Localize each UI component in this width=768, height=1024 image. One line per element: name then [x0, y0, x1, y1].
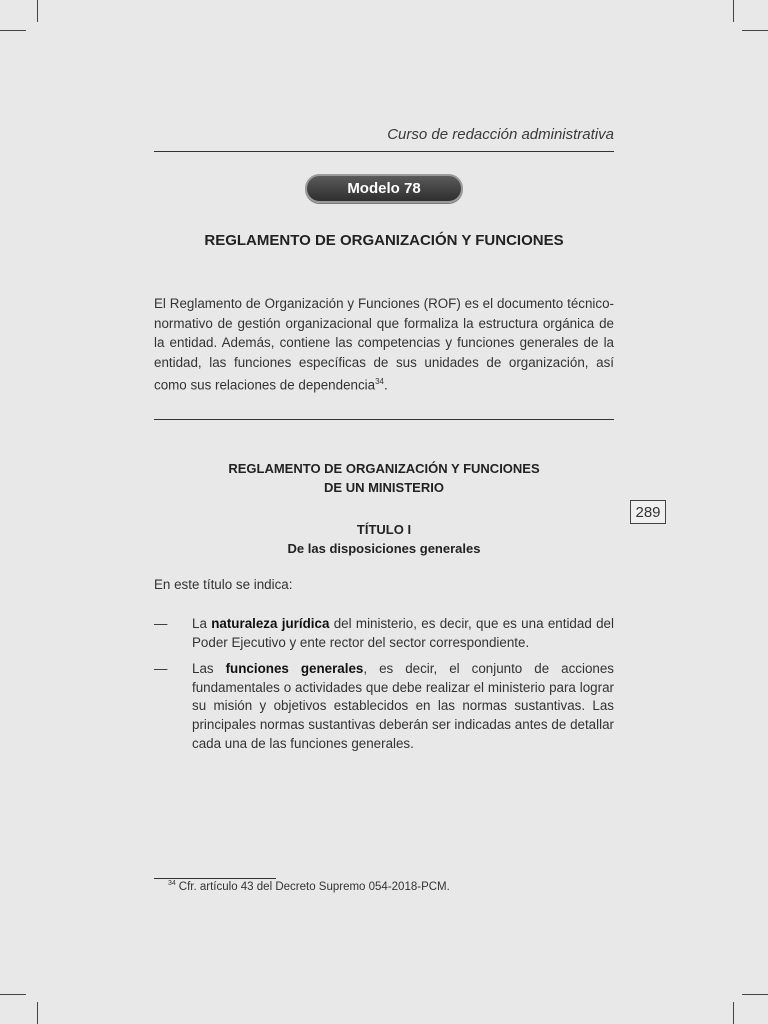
crop-mark [742, 994, 768, 995]
running-header: Curso de redacción administrativa [387, 126, 614, 143]
crop-mark [733, 0, 734, 22]
crop-mark [733, 1002, 734, 1024]
item-text: del ministerio, es decir, que es una entidad del Poder Ejecutivo y ente rector del sector correspondiente. [192, 616, 614, 650]
section-name: De las disposiciones generales [287, 541, 481, 556]
crop-mark [37, 0, 38, 22]
section-divider [154, 419, 614, 420]
page-number: 289 [630, 500, 666, 524]
bullet-list [154, 615, 614, 761]
header-divider [154, 151, 614, 152]
footnote [168, 880, 450, 893]
dash-icon: — [154, 616, 168, 631]
section-heading [154, 520, 614, 558]
footnote-text: Cfr. artículo 43 del Decreto Supremo 054-2018-PCM. [178, 880, 450, 893]
item-text: , es decir, el conjunto de acciones fundamentales o actividades que debe realizar el ministerio para lograr su misión y objetivos establecidos en las normas sustantivas. Las principales normas sustantivas deberán ser indicadas antes de detallar cada una de las funciones generales. [192, 661, 614, 751]
dash-icon: — [154, 661, 168, 677]
intro-end: . [384, 377, 388, 393]
item-text: La [192, 616, 212, 631]
section-number: TÍTULO I [356, 522, 412, 537]
footnote-ref[interactable]: 34 [375, 377, 384, 387]
crop-mark [0, 30, 26, 31]
list-item [154, 615, 614, 652]
item-text: Las [192, 661, 226, 677]
footnote-divider [154, 878, 276, 879]
document-title-line2: DE UN MINISTERIO [324, 480, 444, 495]
document-title-line1: REGLAMENTO DE ORGANIZACIÓN Y FUNCIONES [228, 461, 540, 476]
crop-mark [0, 994, 26, 995]
lead-text: En este título se indica: [154, 577, 293, 592]
item-term: naturaleza jurídica [211, 616, 330, 631]
model-badge: Modelo 78 [305, 174, 463, 203]
list-item [154, 660, 614, 753]
intro-text: El Reglamento de Organización y Funciones (ROF) es el documento técnico-normativo de gestión organizacional que formaliza la estructura orgánica de la entidad. Además, contiene las competencias y funciones generales de la entidad, las funciones específicas de sus unidades de organización, así como sus relaciones de dependencia [154, 296, 614, 393]
intro-paragraph [154, 294, 614, 395]
crop-mark [37, 1002, 38, 1024]
page-title: REGLAMENTO DE ORGANIZACIÓN Y FUNCIONES [204, 232, 564, 249]
document-title [154, 459, 614, 497]
item-term: funciones generales [225, 661, 364, 677]
footnote-number: 34 [168, 880, 176, 887]
crop-mark [742, 30, 768, 31]
